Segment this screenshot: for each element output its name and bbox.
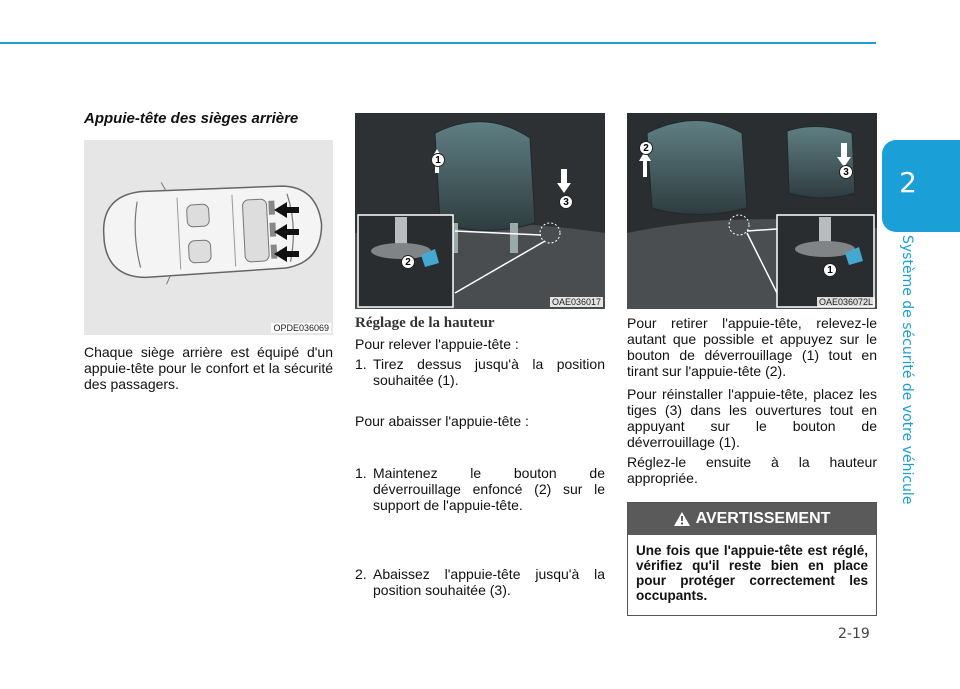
warning-text: Une fois que l'appuie-tête est réglé, vérifiez qu'il reste bien en place pour protéger correctement les occupants. (636, 543, 868, 603)
figure-code: OAE036072L (818, 297, 873, 307)
step-number: 1. (355, 356, 367, 372)
figure-code: OAE036017 (551, 297, 601, 307)
chapter-number: 2 (899, 166, 917, 199)
section-title: Appuie-tête des sièges arrière (84, 110, 299, 127)
step-text: Abaissez l'appuie-tête jusqu'à la position souhaitée (3). (373, 566, 605, 598)
warning-triangle-icon (674, 512, 690, 526)
removal-paragraph: Pour retirer l'appuie-tête, relevez-le autant que possible et appuyez sur le bouton de déverrouillage (1) tout en tirant sur l'appuie-tête (2). (627, 315, 877, 379)
page-number: 2-19 (838, 626, 870, 642)
raise-intro: Pour relever l'appuie-tête : (355, 336, 519, 352)
callout-badge-2: 2 (401, 255, 415, 269)
height-adjust-heading: Réglage de la hauteur (355, 315, 495, 331)
top-rule (0, 42, 876, 44)
lower-intro: Pour abaisser l'appuie-tête : (355, 413, 529, 429)
headrest-height-figure (355, 113, 605, 309)
intro-paragraph: Chaque siège arrière est équipé d'un appuie-tête pour le confort et la sécurité des passagers. (84, 344, 333, 392)
lower-step-1 (355, 465, 605, 513)
adjust-paragraph: Réglez-le ensuite à la hauteur appropriée. (627, 454, 877, 486)
chapter-title-vertical (897, 235, 921, 505)
warning-box (627, 502, 877, 616)
arrow-icons (274, 202, 299, 262)
step-number: 2. (355, 566, 367, 582)
callout-badge-1: 1 (431, 153, 445, 167)
headrest-removal-figure (627, 113, 877, 309)
callout-badge-2: 2 (639, 141, 653, 155)
warning-title: AVERTISSEMENT (695, 510, 831, 527)
headrest-height-photo (355, 113, 605, 309)
chapter-tab (882, 140, 960, 232)
callout-badge-3: 3 (839, 165, 853, 179)
callout-badge-3: 3 (559, 195, 573, 209)
warning-header (628, 503, 876, 535)
step-text: Maintenez le bouton de déverrouillage enfoncé (2) sur le support de l'appuie-tête. (373, 465, 605, 513)
figure-code: OPDE036069 (273, 323, 329, 333)
callout-badge-1: 1 (823, 263, 837, 277)
step-number: 1. (355, 465, 367, 481)
car-topview-illustration (84, 140, 333, 335)
raise-step-1 (355, 356, 605, 388)
headrest-removal-photo (627, 113, 877, 309)
step-text: Tirez dessus jusqu'à la position souhaitée (1). (373, 356, 605, 388)
chapter-title: Système de sécurité de votre véhicule (899, 235, 915, 505)
car-topview-figure (84, 140, 333, 335)
reinstall-paragraph: Pour réinstaller l'appuie-tête, placez les tiges (3) dans les ouvertures tout en appuyant sur le bouton de déverrouillage (1). (627, 386, 877, 450)
lower-step-2 (355, 566, 605, 598)
